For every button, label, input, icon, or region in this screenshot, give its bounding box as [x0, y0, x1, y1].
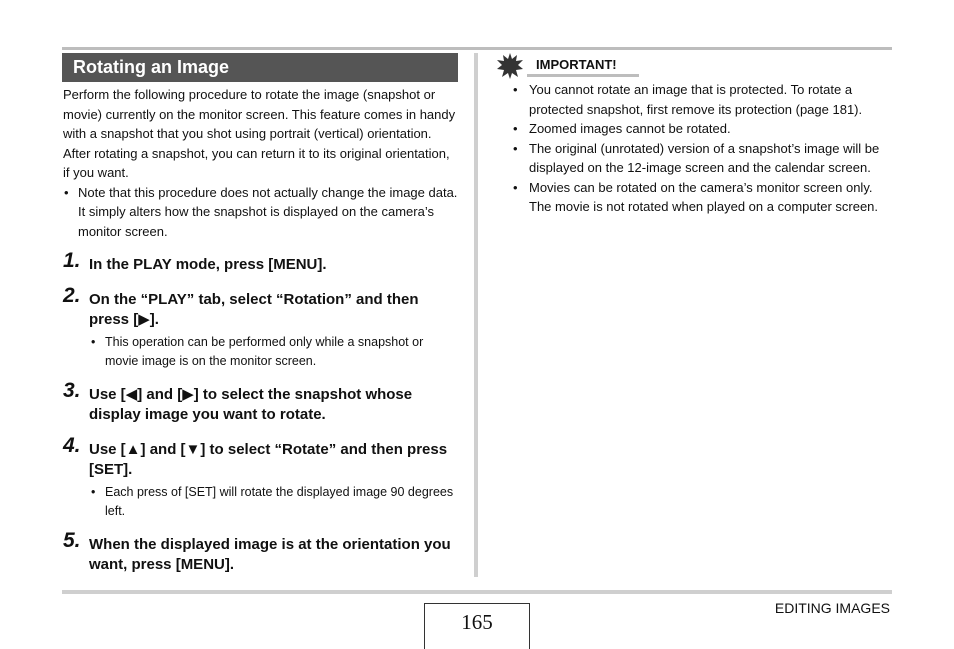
important-header — [497, 53, 892, 75]
step-notes — [89, 333, 458, 371]
list-item: • Note that this procedure does not actually change the image data. It simply alters how the snapshot is displayed on the camera’s monitor screen. — [62, 183, 458, 242]
list-item: • Zoomed images cannot be rotated. — [497, 119, 892, 139]
page-number: 165 — [424, 603, 530, 649]
bottom-rule — [62, 590, 892, 594]
footer-section-label: EDITING IMAGES — [774, 600, 890, 616]
step-5 — [62, 528, 458, 576]
step-4 — [62, 433, 458, 521]
step-3 — [62, 378, 458, 426]
important-underline — [527, 74, 639, 77]
steps-list — [62, 249, 458, 576]
step-notes — [89, 483, 458, 521]
step-text: On the “PLAY” tab, select “Rotation” and then press [▶]. — [89, 290, 419, 328]
right-column — [497, 53, 892, 217]
step-text: Use [◀] and [▶] to select the snapshot whose display image you want to rotate. — [89, 385, 413, 423]
intro-notes — [62, 183, 458, 242]
step-number: 3. — [63, 378, 81, 402]
step-text: When the displayed image is at the orientation you want, press [MENU]. — [89, 535, 451, 573]
list-item: • You cannot rotate an image that is protected. To rotate a protected snapshot, first remove its protection (page 181). — [497, 80, 892, 119]
step-number: 2. — [63, 283, 81, 307]
left-column — [62, 53, 458, 590]
list-item: • This operation can be performed only while a snapshot or movie image is on the monitor screen. — [89, 333, 458, 371]
step-2 — [62, 283, 458, 371]
step-1 — [62, 249, 458, 276]
list-item: • Movies can be rotated on the camera’s monitor screen only. The movie is not rotated when played on a computer screen. — [497, 178, 892, 217]
burst-icon — [497, 53, 523, 79]
important-list — [497, 80, 892, 217]
important-label: IMPORTANT! — [536, 57, 617, 72]
step-number: 1. — [63, 249, 81, 272]
top-rule — [62, 47, 892, 50]
list-item: • The original (unrotated) version of a snapshot’s image will be displayed on the 12-image screen and the calendar screen. — [497, 139, 892, 178]
column-divider — [474, 53, 478, 577]
intro-paragraph: Perform the following procedure to rotate the image (snapshot or movie) currently on the monitor screen. This feature comes in handy with a snapshot that you shot using portrait (vertical) orientation. After rotating a snapshot, you can return it to its original orientation, if you want. — [63, 87, 456, 180]
section-title: Rotating an Image — [62, 53, 458, 82]
step-number: 4. — [63, 433, 81, 457]
step-text: In the PLAY mode, press [MENU]. — [89, 256, 327, 273]
step-number: 5. — [63, 528, 81, 552]
list-item: • Each press of [SET] will rotate the displayed image 90 degrees left. — [89, 483, 458, 521]
step-text: Use [▲] and [▼] to select “Rotate” and then press [SET]. — [89, 440, 448, 478]
